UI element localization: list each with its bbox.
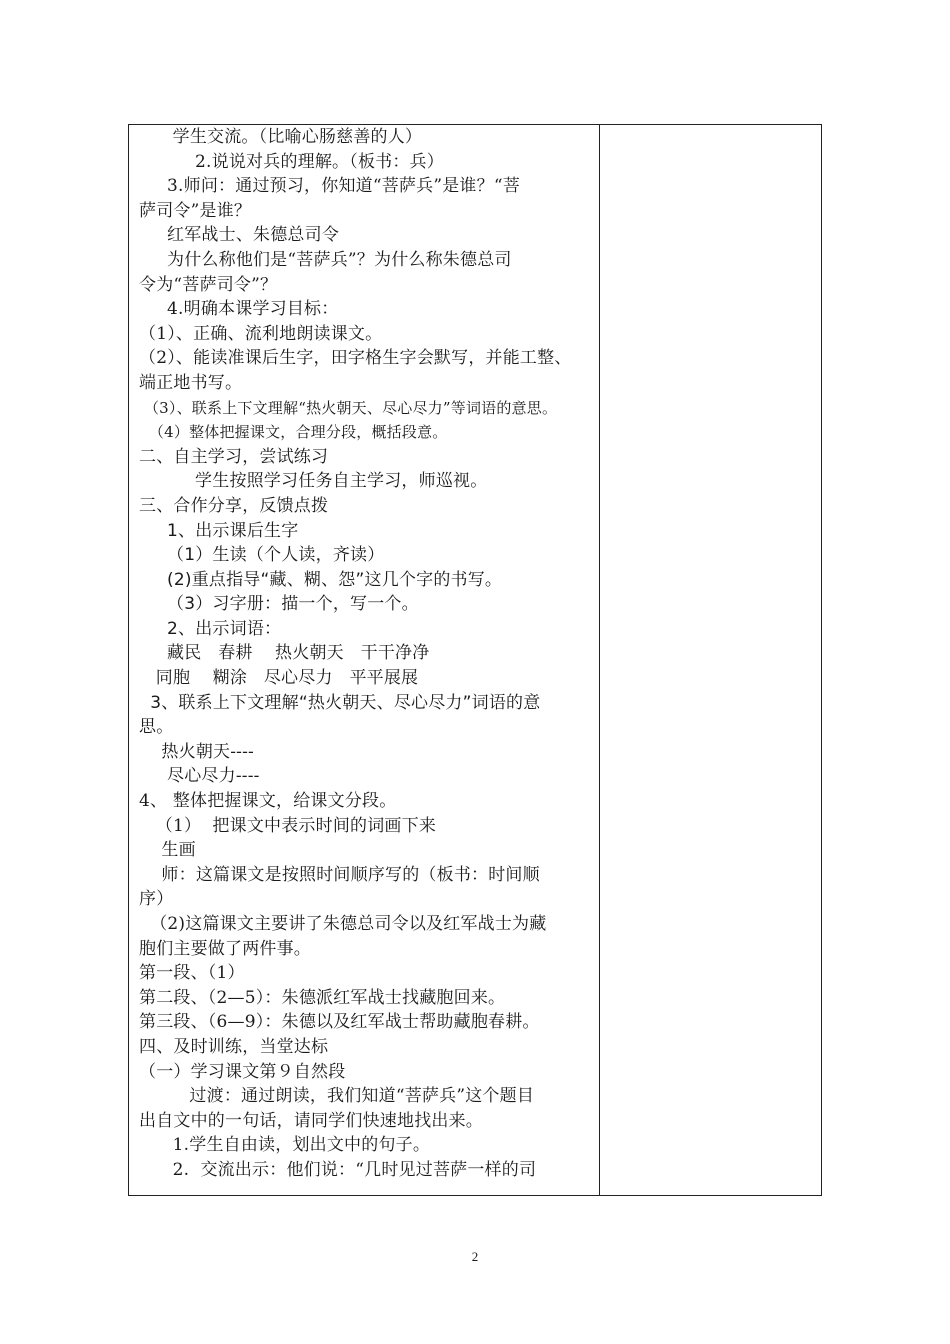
text-line: （1） 把课文中表示时间的词画下来 <box>139 815 437 836</box>
lesson-content-cell <box>129 125 599 1195</box>
section-heading: 四、及时训练，当堂达标 <box>139 1036 329 1057</box>
text-line: 2. 交流出示：他们说：“几时见过菩萨一样的司 <box>139 1159 537 1180</box>
text-line: （1）、正确、流利地朗读课文。 <box>139 323 383 344</box>
text-line: 生画 <box>139 840 196 861</box>
vocabulary-line: 同胞 糊涂 尽心尽力 平平展展 <box>139 668 419 689</box>
text-line: 第一段、（1） <box>139 963 245 984</box>
text-line: （2）、能读准课后生字，田字格生字会默写，并能工整、 <box>139 348 572 369</box>
text-line: 尽心尽力---- <box>139 766 260 787</box>
text-line: 红军战士、朱德总司令 <box>139 225 340 246</box>
text-line: 1、出示课后生字 <box>139 520 299 541</box>
text-line: 序） <box>139 889 174 910</box>
page-number: 2 <box>471 1249 479 1264</box>
text-line: 令为“菩萨司令”？ <box>139 274 278 295</box>
section-heading: 三、合作分享，反馈点拨 <box>139 495 329 516</box>
text-line: （3）习字册：描一个，写一个。 <box>139 594 419 615</box>
text-line: （3）、联系上下文理解“热火朝天、尽心尽力”等词语的意思。 <box>139 398 558 417</box>
text-line: 为什么称他们是“菩萨兵”？为什么称朱德总司 <box>139 249 512 270</box>
text-line: 第二段、（2—5）：朱德派红军战士找藏胞回来。 <box>139 987 506 1008</box>
text-line: 热火朝天---- <box>139 741 254 762</box>
text-line: 学生交流。（比喻心肠慈善的人） <box>139 127 423 147</box>
text-line: 3、联系上下文理解“热火朝天、尽心尽力”词语的意 <box>139 692 541 713</box>
text-line: 第三段、（6—9）：朱德以及红军战士帮助藏胞春耕。 <box>139 1012 540 1033</box>
text-line: 4.明确本课学习目标： <box>139 299 339 320</box>
text-line: 出自文中的一句话，请同学们快速地找出来。 <box>139 1110 483 1131</box>
vocabulary-line: 藏民 春耕 热火朝天 干干净净 <box>139 643 430 664</box>
text-line: （一）学习课文第９自然段 <box>139 1061 346 1082</box>
text-line: 萨司令”是谁？ <box>139 200 252 221</box>
text-line: 2、出示词语： <box>139 618 282 639</box>
text-line: 学生按照学习任务自主学习，师巡视。 <box>139 471 488 492</box>
text-line: 4、 整体把握课文，给课文分段。 <box>139 791 397 812</box>
text-line: (2)重点指导“藏、糊、怨”这几个字的书写。 <box>139 569 503 590</box>
text-line: （2)这篇课文主要讲了朱德总司令以及红军战士为藏 <box>139 914 547 934</box>
text-line: （4）整体把握课文，合理分段，概括段意。 <box>139 423 448 442</box>
section-heading: 二、自主学习，尝试练习 <box>139 446 329 467</box>
notes-cell <box>600 125 821 1195</box>
text-line: 师：这篇课文是按照时间顺序写的（板书：时间顺 <box>139 864 540 885</box>
text-line: 端正地书写。 <box>139 372 243 393</box>
text-line: 胞们主要做了两件事。 <box>139 938 311 959</box>
text-line: （1）生读（个人读，齐读） <box>139 545 385 566</box>
text-line: 1.学生自由读，划出文中的句子。 <box>139 1135 431 1156</box>
text-line: 思。 <box>139 717 174 738</box>
text-line: 过渡：通过朗读，我们知道“菩萨兵”这个题目 <box>139 1086 535 1107</box>
text-line: 2.说说对兵的理解。（板书：兵） <box>139 151 444 172</box>
text-line: 3.师问：通过预习，你知道“菩萨兵”是谁？“菩 <box>139 176 520 197</box>
lesson-table <box>128 124 822 1196</box>
